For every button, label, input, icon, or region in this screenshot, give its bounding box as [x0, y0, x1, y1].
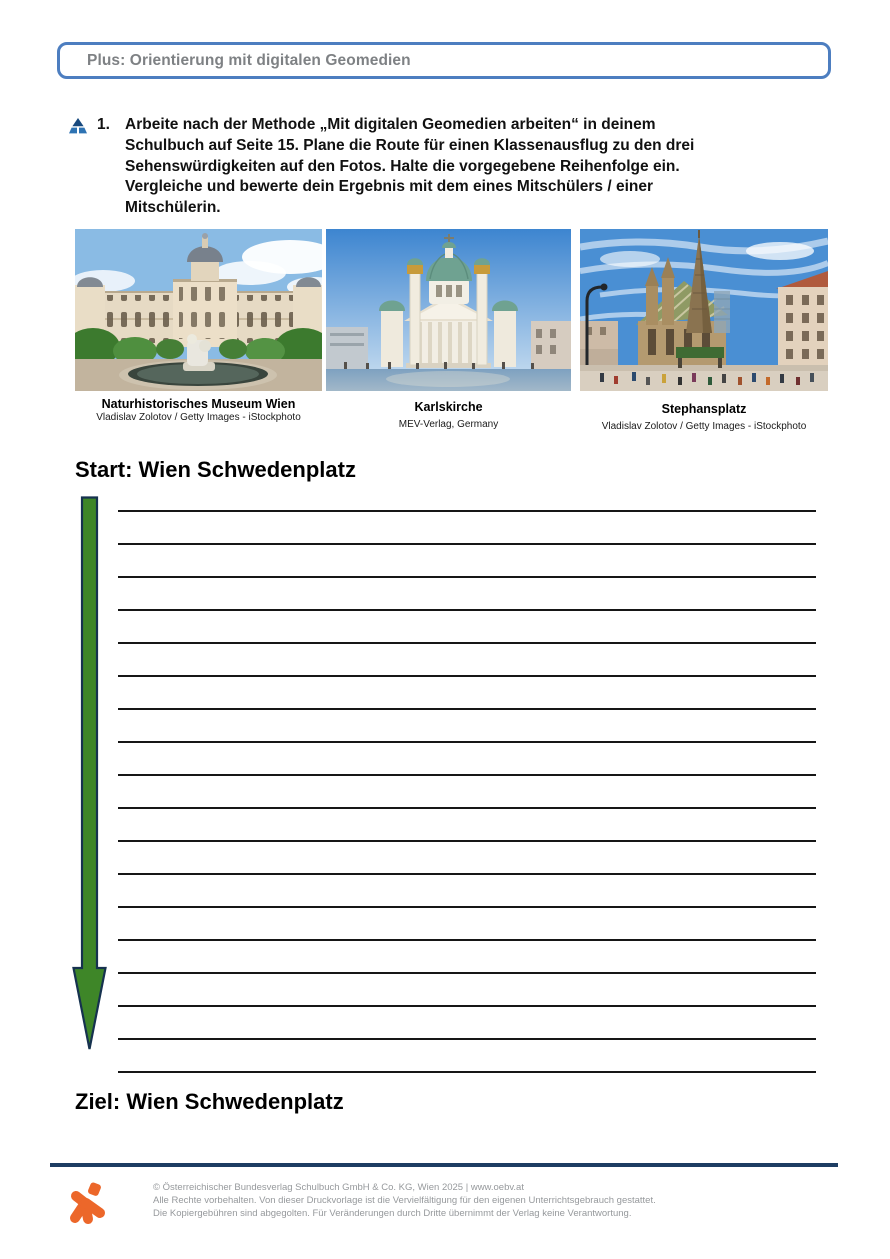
- karlskirche-photo-illustration: [326, 229, 571, 391]
- writing-line: [118, 512, 816, 545]
- down-arrow-icon: [70, 496, 110, 1057]
- writing-line: [118, 644, 816, 677]
- writing-line: [118, 479, 816, 512]
- task-text-line: Arbeite nach der Methode „Mit digitalen Geomedien arbeiten“ in deinem: [125, 116, 656, 133]
- photo-title: Karlskirche: [414, 400, 483, 414]
- header-box: [57, 42, 831, 79]
- writing-line: [118, 677, 816, 710]
- writing-line: [118, 809, 816, 842]
- stephansplatz-photo-illustration: [580, 229, 828, 391]
- writing-line: [118, 578, 816, 611]
- photo-stephansplatz: [580, 229, 828, 432]
- page-title: Plus: Orientierung mit digitalen Geomedien: [87, 51, 411, 69]
- task-text-line: Sehenswürdigkeiten auf den Fotos. Halte die vorgegebene Reihenfolge ein.: [125, 157, 680, 175]
- photo-caption: [580, 402, 828, 432]
- task-text-line: Vergleiche und bewerte dein Ergebnis mit dem eines Mitschülers / einer: [125, 178, 654, 196]
- task-text-line: Schulbuch auf Seite 15. Plane die Route für einen Klassenausflug zu den drei: [125, 136, 695, 154]
- photo-caption: [326, 400, 571, 430]
- photo-museum: [75, 229, 322, 423]
- writing-line: [118, 875, 816, 908]
- footer-text: [153, 1181, 656, 1220]
- footer-line: © Österreichischer Bundesverlag Schulbuch GmbH & Co. KG, Wien 2025 | www.oebv.at: [153, 1182, 524, 1193]
- task-text-line: Mitschülerin.: [125, 199, 221, 217]
- writing-line: [118, 1040, 816, 1073]
- writing-line: [118, 908, 816, 941]
- writing-line: [118, 776, 816, 809]
- writing-line: [118, 743, 816, 776]
- photo-title: Stephansplatz: [661, 402, 747, 416]
- writing-line: [118, 611, 816, 644]
- writing-line: [118, 545, 816, 578]
- oebv-logo-icon: [64, 1180, 110, 1231]
- photo-title: Naturhistorisches Museum Wien: [101, 397, 296, 411]
- museum-photo-illustration: [75, 229, 322, 391]
- route-end-heading: Ziel: Wien Schwedenplatz: [75, 1089, 344, 1114]
- task-1: [69, 115, 819, 219]
- task-number: 1.: [97, 116, 110, 133]
- footer-line: Die Kopiergebühren sind abgegolten. Für Veränderungen durch Dritte übernimmt der Verlag keine Verantwortung.: [153, 1208, 632, 1219]
- writing-lines: [118, 479, 816, 1073]
- photo-credit: Vladislav Zolotov / Getty Images - iStockphoto: [96, 412, 301, 423]
- writing-line: [118, 842, 816, 875]
- blue-triangle-icon: [69, 118, 87, 139]
- writing-line: [118, 941, 816, 974]
- footer-divider: [50, 1163, 838, 1167]
- photo-credit: Vladislav Zolotov / Getty Images - iStockphoto: [601, 421, 807, 432]
- photo-credit: MEV-Verlag, Germany: [398, 419, 499, 430]
- photo-karlskirche: [326, 229, 571, 430]
- footer-line: Alle Rechte vorbehalten. Von dieser Druckvorlage ist die Vervielfältigung für den eigenen Unterrichtsgebrauch gestattet.: [153, 1195, 656, 1206]
- writing-line: [118, 974, 816, 1007]
- photo-caption: [75, 397, 322, 423]
- writing-line: [118, 1007, 816, 1040]
- route-start-heading: Start: Wien Schwedenplatz: [75, 457, 356, 482]
- writing-line: [118, 710, 816, 743]
- task-text: [125, 115, 694, 219]
